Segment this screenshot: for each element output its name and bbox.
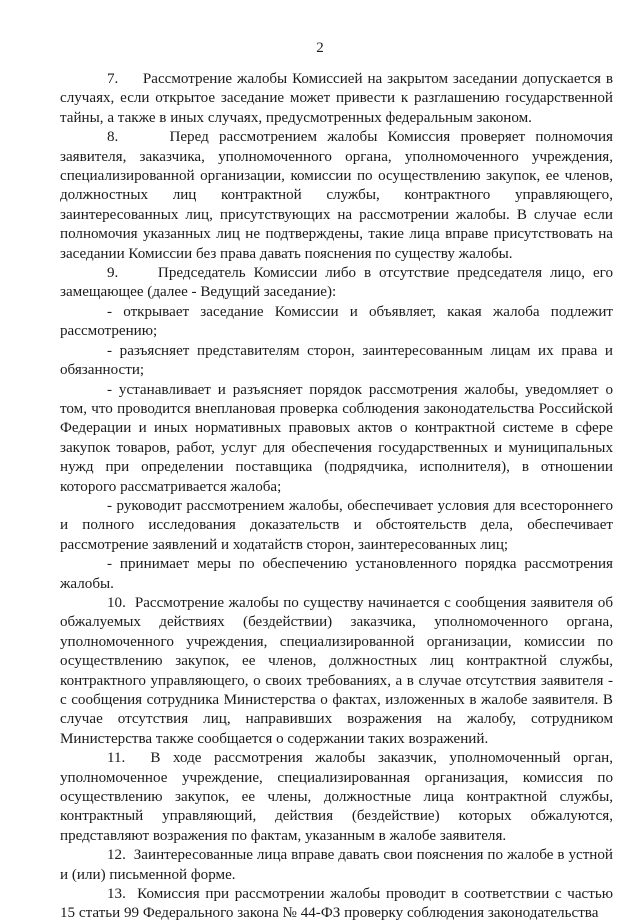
list-item-establish-procedure: - устанавливает и разъясняет порядок рассмотрения жалобы, уведомляет о том, что проводится внеплановая проверка соблюдения законодательства Российской Федерации и иных нормативных правовых актов о контрактной системе в сфере закупок товаров, работ, услуг для обеспечения государственных и муниципальных нужд при определении поставщика (подрядчика, исполнителя), в отношении которого рассматривается жалоба; [60,381,613,495]
list-item-explain-rights: - разъясняет представителям сторон, заинтересованным лицам их права и обязанности; [60,342,613,379]
paragraph-7: 7. Рассмотрение жалобы Комиссией на закрытом заседании допускается в случаях, если открытое заседание может привести к разглашению государственной тайны, а также в иных случаях, предусмотренных федеральным законом. [60,71,613,126]
paragraph-11: 11. В ходе рассмотрения жалобы заказчик, уполномоченный орган, уполномоченное учреждение, специализированная организация, комиссия по осуществлению закупок, ее члены, должностные лица контрактной службы, контрактный управляющий, действия (бездействие) которых обжалуются, представляют возражения по фактам, указанным в жалобе заявителя. [60,750,613,844]
list-item-open-session: - открывает заседание Комиссии и объявляет, какая жалоба подлежит рассмотрению; [60,303,613,340]
paragraph-9: 9. Председатель Комиссии либо в отсутствие председателя лицо, его замещающее (далее - Ведущий заседание): [60,265,613,301]
paragraph-12: 12. Заинтересованные лица вправе давать свои пояснения по жалобе в устной и (или) письменной форме. [60,847,613,883]
paragraph-10: 10. Рассмотрение жалобы по существу начинается с сообщения заявителя об обжалуемых действиях (бездействии) заказчика, уполномоченного органа, уполномоченного учреждения, специализированной организации, комиссии по осуществлению закупок, ее членов, должностных лиц контрактной службы, контрактного управляющего, о своих требованиях, а в случае отсутствия заявителя - с сообщения сотрудника Министерства о фактах, изложенных в жалобе заявителя. В случае отсутствия лиц, направивших возражения на жалобу, сотрудником Министерства также сообщается о содержании таких возражений. [60,594,613,747]
paragraph-8: 8. Перед рассмотрением жалобы Комиссия проверяет полномочия заявителя, заказчика, уполномоченного органа, уполномоченного учреждения, специализированной организации, комиссии по осуществлению закупок, ее членов, должностных лиц контрактной службы, контрактного управляющего, заинтересованных лиц, присутствующих на рассмотрении жалобы. В случае если полномочия указанных лиц не подтверждены, такие лица вправе присутствовать на заседании Комиссии без права давать пояснения по существу жалобы. [60,129,613,262]
list-item-maintain-order: - принимает меры по обеспечению установленного порядка рассмотрения жалобы. [60,556,613,592]
list-item-direct-review: - руководит рассмотрением жалобы, обеспечивает условия для всестороннего и полного исследования доказательств и обстоятельств дела, обеспечивает рассмотрение заявлений и ходатайств сторон, заинтересованных лиц; [60,497,613,553]
page-number: 2 [316,40,324,56]
paragraph-13: 13. Комиссия при рассмотрении жалобы проводит в соответствии с частью 15 статьи 99 Федерального закона № 44-ФЗ проверку соблюдения законодательства [60,886,613,922]
document-body [60,70,613,924]
